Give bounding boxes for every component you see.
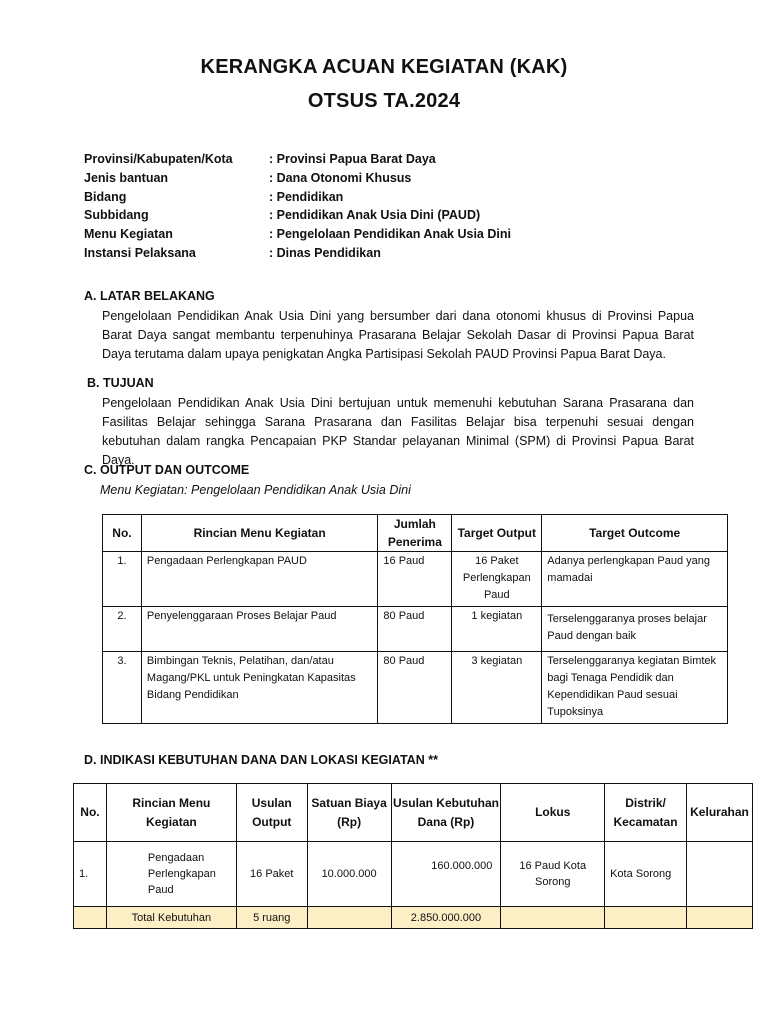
- info-value: : Dana Otonomi Khusus: [269, 170, 412, 185]
- info-label: Provinsi/Kabupaten/Kota: [84, 152, 233, 166]
- column-header: Usulan Output: [236, 784, 307, 842]
- section-d-heading: D. INDIKASI KEBUTUHAN DANA DAN LOKASI KEGIATAN **: [84, 753, 438, 767]
- total-output: 5 ruang: [236, 907, 307, 929]
- cell-dana: 160.000.000: [391, 842, 501, 907]
- cell-no: 3.: [103, 652, 142, 724]
- column-header: Lokus: [501, 784, 605, 842]
- info-label: Subbidang: [84, 208, 149, 223]
- funding-table: [73, 783, 753, 929]
- cell-empty: [605, 907, 687, 929]
- column-header: Kelurahan: [686, 784, 752, 842]
- info-value: : Pendidikan Anak Usia Dini (PAUD): [269, 208, 481, 223]
- info-row-jenis-bantuan: [84, 169, 684, 188]
- cell-rincian: Pengadaan Perlengkapan PAUD: [141, 552, 377, 607]
- info-label: Menu Kegiatan: [84, 227, 173, 242]
- cell-empty: [686, 907, 752, 929]
- column-header: No.: [74, 784, 107, 842]
- cell-distrik: Kota Sorong: [605, 842, 687, 907]
- cell-no: 1.: [74, 842, 107, 907]
- table-header-row: [103, 515, 728, 552]
- cell-output: 1 kegiatan: [452, 607, 542, 652]
- column-header: Target Outcome: [542, 515, 728, 552]
- total-dana: 2.850.000.000: [391, 907, 501, 929]
- cell-no: 1.: [103, 552, 142, 607]
- column-header: No.: [103, 515, 142, 552]
- info-value: : Pengelolaan Pendidikan Anak Usia Dini: [269, 227, 511, 242]
- cell-rincian: Pengadaan Perlengkapan Paud: [106, 842, 236, 907]
- cell-penerima: 80 Paud: [378, 652, 452, 724]
- column-header: Distrik/ Kecamatan: [605, 784, 687, 842]
- total-label: Total Kebutuhan: [106, 907, 236, 929]
- info-value: : Pendidikan: [269, 189, 344, 204]
- cell-rincian: Bimbingan Teknis, Pelatihan, dan/atau Magang/PKL untuk Peningkatan Kapasitas Bidang Pendidikan: [141, 652, 377, 724]
- table-row: [74, 842, 753, 907]
- cell-penerima: 80 Paud: [378, 607, 452, 652]
- section-c-heading: C. OUTPUT DAN OUTCOME: [84, 463, 250, 477]
- column-header: Target Output: [452, 515, 542, 552]
- column-header: Satuan Biaya (Rp): [307, 784, 391, 842]
- info-label: Instansi Pelaksana: [84, 245, 196, 260]
- cell-kelurahan: [686, 842, 752, 907]
- column-header: Rincian Menu Kegiatan: [141, 515, 377, 552]
- section-c-subtitle: Menu Kegiatan: Pengelolaan Pendidikan Anak Usia Dini: [100, 483, 411, 497]
- column-header: Jumlah Penerima: [378, 515, 452, 552]
- info-label: Jenis bantuan: [84, 170, 169, 185]
- cell-outcome: Adanya perlengkapan Paud yang mamadai: [542, 552, 728, 607]
- cell-output: 16 Paket: [236, 842, 307, 907]
- cell-satuan: 10.000.000: [307, 842, 391, 907]
- info-row-subbidang: [84, 206, 684, 225]
- info-row-menu-kegiatan: [84, 225, 684, 244]
- column-header: Usulan Kebutuhan Dana (Rp): [391, 784, 501, 842]
- document-title: KERANGKA ACUAN KEGIATAN (KAK): [200, 56, 568, 78]
- info-block: [84, 150, 684, 263]
- cell-penerima: 16 Paud: [378, 552, 452, 607]
- info-value: : Dinas Pendidikan: [269, 245, 381, 260]
- cell-empty: [307, 907, 391, 929]
- table-row: [103, 652, 728, 724]
- document-subtitle: OTSUS TA.2024: [307, 90, 461, 112]
- info-value: : Provinsi Papua Barat Daya: [269, 152, 436, 166]
- cell-empty: [501, 907, 605, 929]
- cell-outcome: Terselenggaranya proses belajar Paud dengan baik: [542, 607, 728, 652]
- info-row-bidang: [84, 188, 684, 207]
- output-outcome-table: [102, 514, 728, 724]
- info-row-provinsi: [84, 150, 684, 169]
- info-label: Bidang: [84, 189, 127, 204]
- cell-lokus: 16 Paud Kota Sorong: [501, 842, 605, 907]
- cell-output: 16 Paket Perlengkapan Paud: [452, 552, 542, 607]
- cell-empty: [74, 907, 107, 929]
- table-header-row: [74, 784, 753, 842]
- cell-output: 3 kegiatan: [452, 652, 542, 724]
- section-a-heading: A. LATAR BELAKANG: [84, 289, 215, 303]
- total-row: [74, 907, 753, 929]
- info-row-instansi: [84, 244, 684, 263]
- cell-rincian: Penyelenggaraan Proses Belajar Paud: [141, 607, 377, 652]
- table-row: [103, 607, 728, 652]
- cell-no: 2.: [103, 607, 142, 652]
- section-a-text: Pengelolaan Pendidikan Anak Usia Dini yang bersumber dari dana otonomi khusus di Provinsi Papua Barat Daya sangat membantu terpenuhinya Prasarana Belajar Sekolah Dasar di Provinsi Papua Barat Daya terutama dalam upaya penigkatan Angka Partisipasi Sekolah PAUD Provinsi Papua Barat Daya.: [102, 309, 694, 361]
- column-header: Rincian Menu Kegiatan: [106, 784, 236, 842]
- cell-outcome: Terselenggaranya kegiatan Bimtek bagi Tenaga Pendidik dan Kependidikan Paud sesuai Tupoksinya: [542, 652, 728, 724]
- section-b-text: Pengelolaan Pendidikan Anak Usia Dini bertujuan untuk memenuhi kebutuhan Sarana Prasarana dan Fasilitas Belajar sehingga Sarana Prasarana dan Fasilitas Belajar bisa terpenuhi sesuai dengan kebutuhan dalam rangka Pencapaian PKP Standar pelayanan Minimal (SPM) di Provinsi Papua Barat Daya.: [102, 396, 694, 467]
- table-row: [103, 552, 728, 607]
- section-b-heading: B. TUJUAN: [87, 376, 154, 390]
